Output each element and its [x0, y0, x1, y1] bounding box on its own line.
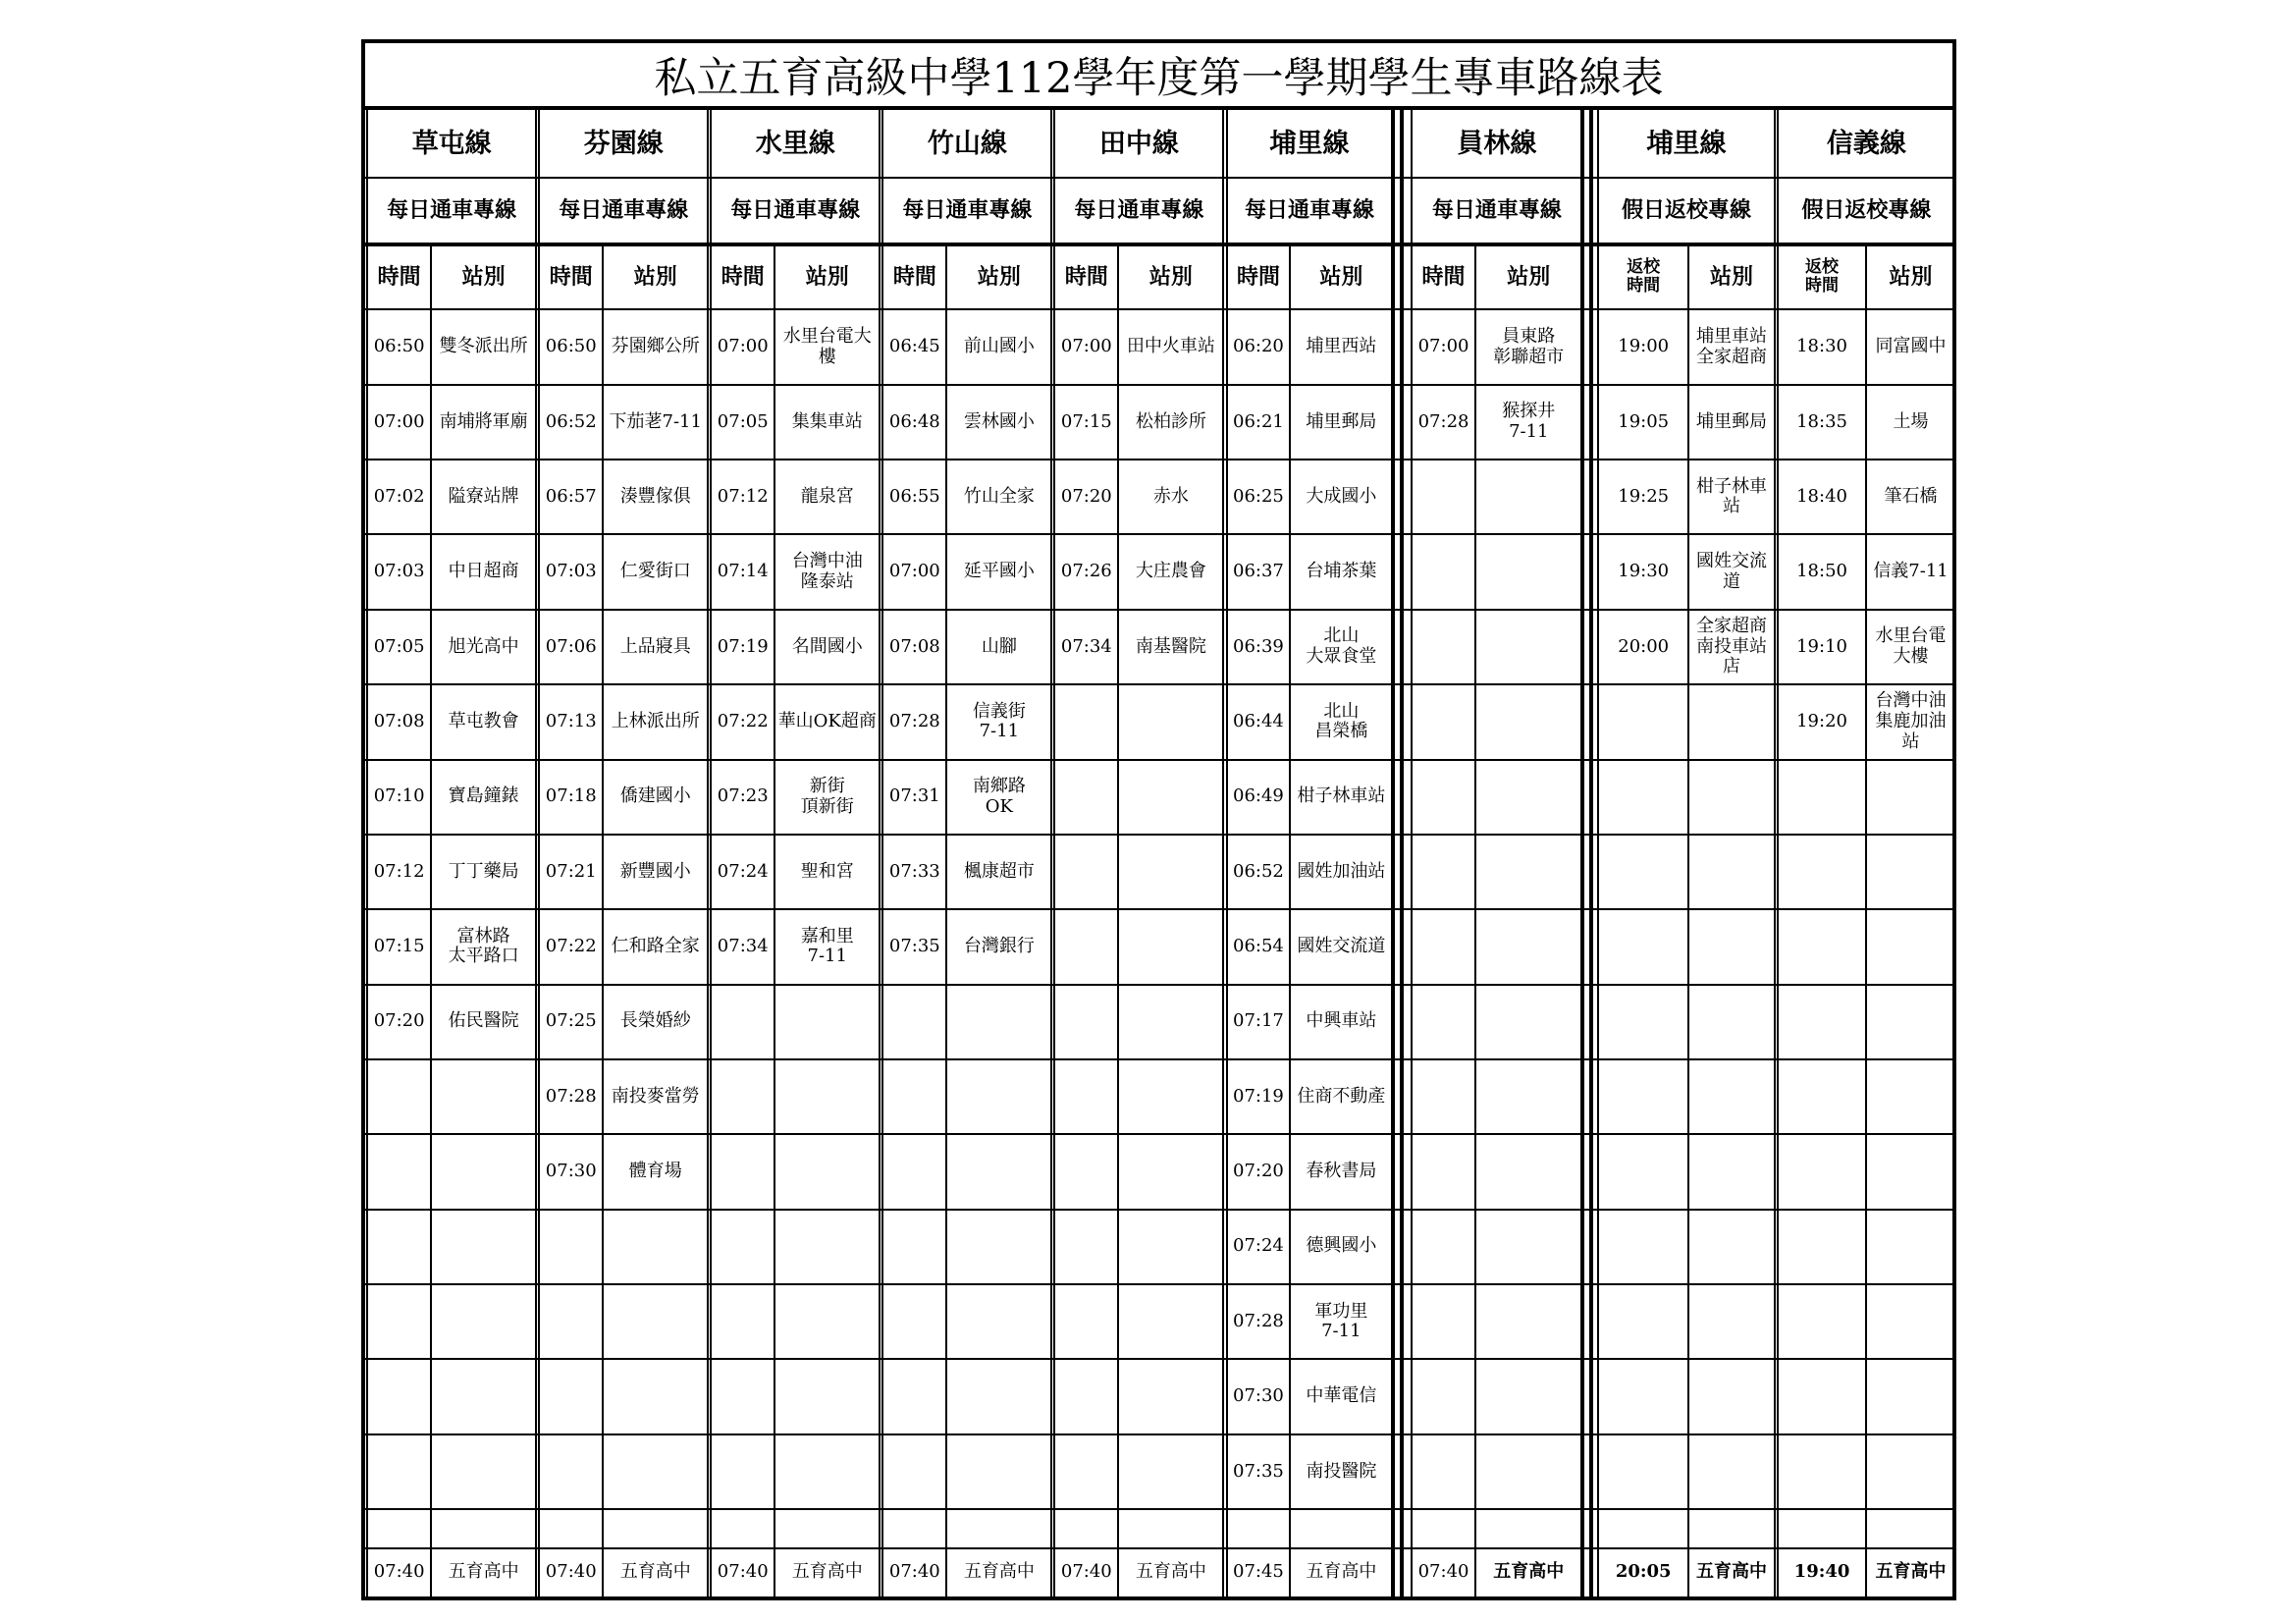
- stop-time: 07:20: [373, 1010, 425, 1032]
- station-column-header: 站別: [1710, 263, 1754, 290]
- time-column-header: 時間: [721, 263, 765, 290]
- stop-time: 07:30: [1233, 1385, 1284, 1407]
- arrival-time: 07:40: [545, 1561, 597, 1583]
- stop-time: 06:50: [545, 336, 597, 357]
- stop-time: 07:03: [545, 561, 597, 582]
- stop-time: 07:15: [1060, 410, 1112, 432]
- stop-station: 聖和宮: [800, 860, 854, 882]
- stop-time: 07:06: [545, 635, 597, 657]
- route-name: 草屯線: [411, 128, 492, 159]
- stop-station: 上林派出所: [611, 711, 700, 732]
- stop-time: 07:10: [373, 785, 425, 807]
- route-type: 每日通車專線: [902, 197, 1033, 224]
- stop-time: 07:08: [373, 711, 425, 732]
- stop-time: 19:00: [1618, 336, 1670, 357]
- route-name: 員林線: [1457, 128, 1537, 159]
- stop-time: 06:49: [1233, 785, 1284, 807]
- arrival-station: 五育高中: [1306, 1561, 1377, 1583]
- stop-station: 土場: [1893, 410, 1929, 432]
- stop-time: 07:13: [545, 711, 597, 732]
- route-type: 每日通車專線: [1431, 197, 1562, 224]
- stop-station: 新豐國小: [619, 860, 691, 882]
- stop-time: 06:48: [888, 410, 940, 432]
- stop-time: 18:50: [1796, 561, 1847, 582]
- stop-station: 雲林國小: [963, 410, 1035, 432]
- stop-time: 06:54: [1233, 936, 1284, 957]
- time-column-header: 時間: [1064, 263, 1108, 290]
- arrival-time: 20:05: [1615, 1561, 1672, 1583]
- stop-time: 07:19: [717, 635, 769, 657]
- route-type: 每日通車專線: [387, 197, 517, 224]
- stop-station: 寶島鐘錶: [448, 785, 519, 807]
- route-type: 每日通車專線: [1074, 197, 1204, 224]
- stop-station: 埔里西站: [1306, 336, 1377, 357]
- stop-station: 埔里郵局: [1696, 410, 1768, 432]
- time-column-header: 時間: [1421, 263, 1466, 290]
- stop-time: 07:12: [717, 485, 769, 507]
- stop-station: 德興國小: [1306, 1235, 1377, 1257]
- stop-time: 07:03: [373, 561, 425, 582]
- stop-time: 07:20: [1233, 1161, 1284, 1182]
- stop-time: 19:30: [1618, 561, 1670, 582]
- route-name: 水里線: [755, 128, 835, 159]
- stop-station: 同富國中: [1875, 336, 1947, 357]
- stop-time: 06:25: [1233, 485, 1284, 507]
- stop-station: 南投麥當勞: [611, 1085, 700, 1107]
- stop-time: 07:00: [888, 561, 940, 582]
- arrival-station: 五育高中: [1696, 1561, 1768, 1583]
- stop-station: 信義街 7-11: [972, 700, 1026, 742]
- stop-time: 19:25: [1618, 485, 1670, 507]
- stop-time: 07:19: [1233, 1085, 1284, 1107]
- stop-time: 18:30: [1796, 336, 1847, 357]
- stop-time: 06:50: [373, 336, 425, 357]
- stop-station: 隘寮站牌: [448, 485, 519, 507]
- stop-time: 07:28: [888, 711, 940, 732]
- stop-time: 19:10: [1796, 635, 1847, 657]
- stop-time: 07:20: [1060, 485, 1112, 507]
- stop-station: 湊豐傢俱: [619, 485, 691, 507]
- route-name: 埔里線: [1269, 128, 1350, 159]
- stop-station: 富林路 太平路口: [448, 925, 519, 967]
- station-column-header: 站別: [805, 263, 849, 290]
- stop-time: 07:25: [545, 1010, 597, 1032]
- station-column-header: 站別: [1507, 263, 1551, 290]
- stop-time: 07:34: [717, 936, 769, 957]
- station-column-header: 站別: [461, 263, 506, 290]
- stop-time: 07:35: [1233, 1460, 1284, 1482]
- stop-station: 南基醫院: [1135, 635, 1206, 657]
- stop-station: 南投醫院: [1306, 1460, 1377, 1482]
- stop-station: 國姓交流 道: [1696, 550, 1768, 592]
- stop-station: 旭光高中: [448, 635, 519, 657]
- stop-station: 台埔茶葉: [1306, 561, 1377, 582]
- stop-time: 06:45: [888, 336, 940, 357]
- stop-time: 07:02: [373, 485, 425, 507]
- stop-time: 06:44: [1233, 711, 1284, 732]
- stop-time: 07:00: [1417, 336, 1469, 357]
- stop-time: 06:52: [545, 410, 597, 432]
- stop-station: 春秋書局: [1306, 1161, 1377, 1182]
- stop-station: 埔里郵局: [1306, 410, 1377, 432]
- arrival-time: 07:40: [373, 1561, 425, 1583]
- stop-time: 07:00: [1060, 336, 1112, 357]
- stop-time: 18:35: [1796, 410, 1847, 432]
- stop-time: 20:00: [1618, 635, 1670, 657]
- stop-station: 中興車站: [1306, 1010, 1377, 1032]
- route-name: 芬園線: [583, 128, 664, 159]
- stop-time: 06:52: [1233, 860, 1284, 882]
- stop-station: 赤水: [1152, 485, 1189, 507]
- stop-station: 大庄農會: [1135, 561, 1206, 582]
- arrival-station: 五育高中: [619, 1561, 691, 1583]
- stop-station: 仁和路全家: [611, 936, 700, 957]
- page-title: 私立五育高級中學112學年度第一學期學生專車路線表: [654, 53, 1664, 103]
- stop-station: 佑民醫院: [448, 1010, 519, 1032]
- arrival-time: 07:40: [1060, 1561, 1112, 1583]
- stop-station: 北山 昌榮橋: [1314, 700, 1368, 742]
- stop-time: 07:28: [545, 1085, 597, 1107]
- stop-station: 嘉和里 7-11: [800, 925, 854, 967]
- stop-station: 大成國小: [1306, 485, 1377, 507]
- stop-station: 僑建國小: [619, 785, 691, 807]
- stop-station: 國姓交流道: [1297, 936, 1386, 957]
- stop-station: 雙冬派出所: [439, 336, 528, 357]
- stop-station: 住商不動產: [1297, 1085, 1386, 1107]
- stop-time: 07:28: [1417, 410, 1469, 432]
- stop-time: 07:00: [373, 410, 425, 432]
- stop-station: 延平國小: [963, 561, 1035, 582]
- stop-station: 中華電信: [1306, 1385, 1377, 1407]
- station-column-header: 站別: [1889, 263, 1933, 290]
- stop-time: 06:37: [1233, 561, 1284, 582]
- route-type: 假日返校專線: [1621, 197, 1751, 224]
- route-name: 埔里線: [1646, 128, 1727, 159]
- arrival-time: 07:40: [1417, 1561, 1469, 1583]
- route-name: 信義線: [1826, 128, 1906, 159]
- stop-station: 柑子林車 站: [1696, 475, 1768, 517]
- stop-station: 體育場: [628, 1161, 682, 1182]
- time-column-header: 時間: [549, 263, 593, 290]
- stop-time: 06:21: [1233, 410, 1284, 432]
- stop-station: 竹山全家: [963, 485, 1035, 507]
- stop-time: 19:05: [1618, 410, 1670, 432]
- stop-station: 員東路 彰聯超市: [1493, 325, 1565, 367]
- stop-time: 07:05: [717, 410, 769, 432]
- arrival-station: 五育高中: [1135, 1561, 1206, 1583]
- route-name: 竹山線: [927, 128, 1007, 159]
- stop-station: 長榮婚紗: [619, 1010, 691, 1032]
- stop-station: 台灣銀行: [963, 936, 1035, 957]
- stop-time: 07:23: [717, 785, 769, 807]
- stop-station: 台灣中油 隆泰站: [791, 550, 863, 592]
- section-divider: [1589, 110, 1593, 1597]
- stop-time: 07:35: [888, 936, 940, 957]
- arrival-time: 07:45: [1233, 1561, 1284, 1583]
- stop-time: 06:57: [545, 485, 597, 507]
- stop-station: 草屯教會: [448, 711, 519, 732]
- route-type: 每日通車專線: [730, 197, 861, 224]
- stop-station: 楓康超市: [963, 860, 1035, 882]
- stop-time: 06:55: [888, 485, 940, 507]
- stop-station: 芬園鄉公所: [611, 336, 700, 357]
- stop-time: 07:24: [1233, 1235, 1284, 1257]
- time-column-header: 時間: [892, 263, 936, 290]
- stop-station: 龍泉宮: [800, 485, 854, 507]
- stop-time: 19:20: [1796, 711, 1847, 732]
- stop-station: 台灣中油 集鹿加油 站: [1875, 690, 1947, 752]
- stop-station: 埔里車站 全家超商: [1696, 325, 1768, 367]
- stop-station: 信義7-11: [1873, 561, 1949, 582]
- stop-station: 華山OK超商: [777, 711, 877, 732]
- stop-station: 猴探井 7-11: [1502, 401, 1556, 442]
- time-column-header: 時間: [377, 263, 421, 290]
- stop-time: 07:17: [1233, 1010, 1284, 1032]
- arrival-station: 五育高中: [448, 1561, 519, 1583]
- arrival-station: 五育高中: [791, 1561, 863, 1583]
- stop-station: 筆石橋: [1884, 485, 1938, 507]
- stop-station: 丁丁藥局: [448, 860, 519, 882]
- stop-station: 南埔將軍廟: [439, 410, 528, 432]
- stop-station: 水里台電 大樓: [1875, 625, 1947, 667]
- stop-time: 07:21: [545, 860, 597, 882]
- stop-station: 上品寢具: [619, 635, 691, 657]
- time-column-header: 返校 時間: [1805, 256, 1840, 297]
- stop-time: 07:14: [717, 561, 769, 582]
- stop-time: 07:00: [717, 336, 769, 357]
- stop-station: 前山國小: [963, 336, 1035, 357]
- arrival-station: 五育高中: [1875, 1561, 1947, 1583]
- stop-time: 07:22: [717, 711, 769, 732]
- stop-time: 06:39: [1233, 635, 1284, 657]
- stop-time: 07:12: [373, 860, 425, 882]
- arrival-time: 07:40: [888, 1561, 940, 1583]
- stop-station: 田中火車站: [1126, 336, 1215, 357]
- stop-time: 07:08: [888, 635, 940, 657]
- route-type: 每日通車專線: [559, 197, 689, 224]
- arrival-time: 19:40: [1793, 1561, 1850, 1583]
- stop-time: 07:24: [717, 860, 769, 882]
- stop-time: 07:22: [545, 936, 597, 957]
- route-type: 假日返校專線: [1801, 197, 1932, 224]
- station-column-header: 站別: [1319, 263, 1363, 290]
- stop-station: 山腳: [981, 635, 1017, 657]
- station-column-header: 站別: [1148, 263, 1193, 290]
- time-column-header: 返校 時間: [1627, 256, 1661, 297]
- route-name: 田中線: [1098, 128, 1179, 159]
- stop-station: 中日超商: [448, 561, 519, 582]
- stop-station: 松柏診所: [1135, 410, 1206, 432]
- stop-time: 07:26: [1060, 561, 1112, 582]
- arrival-station: 五育高中: [1493, 1561, 1565, 1583]
- station-column-header: 站別: [633, 263, 677, 290]
- stop-time: 07:30: [545, 1161, 597, 1182]
- stop-station: 下茄荖7-11: [609, 410, 702, 432]
- stop-station: 名間國小: [791, 635, 863, 657]
- stop-station: 南鄉路 OK: [972, 776, 1026, 817]
- stop-station: 新街 頂新街: [800, 776, 854, 817]
- stop-time: 07:31: [888, 785, 940, 807]
- stop-station: 集集車站: [791, 410, 863, 432]
- arrival-time: 07:40: [717, 1561, 769, 1583]
- stop-time: 18:40: [1796, 485, 1847, 507]
- stop-station: 仁愛街口: [619, 561, 691, 582]
- stop-station: 水里台電大 樓: [782, 325, 872, 367]
- station-column-header: 站別: [977, 263, 1021, 290]
- section-divider: [1400, 110, 1404, 1597]
- stop-time: 06:20: [1233, 336, 1284, 357]
- stop-time: 07:15: [373, 936, 425, 957]
- stop-station: 國姓加油站: [1297, 860, 1386, 882]
- stop-time: 07:28: [1233, 1310, 1284, 1331]
- stop-time: 07:33: [888, 860, 940, 882]
- stop-station: 全家超商 南投車站 店: [1696, 615, 1768, 677]
- route-type: 每日通車專線: [1244, 197, 1374, 224]
- stop-station: 北山 大眾食堂: [1306, 625, 1377, 667]
- stop-station: 軍功里 7-11: [1314, 1300, 1368, 1342]
- time-column-header: 時間: [1236, 263, 1280, 290]
- stop-time: 07:18: [545, 785, 597, 807]
- stop-time: 07:34: [1060, 635, 1112, 657]
- arrival-station: 五育高中: [963, 1561, 1035, 1583]
- stop-station: 柑子林車站: [1297, 785, 1386, 807]
- stop-time: 07:05: [373, 635, 425, 657]
